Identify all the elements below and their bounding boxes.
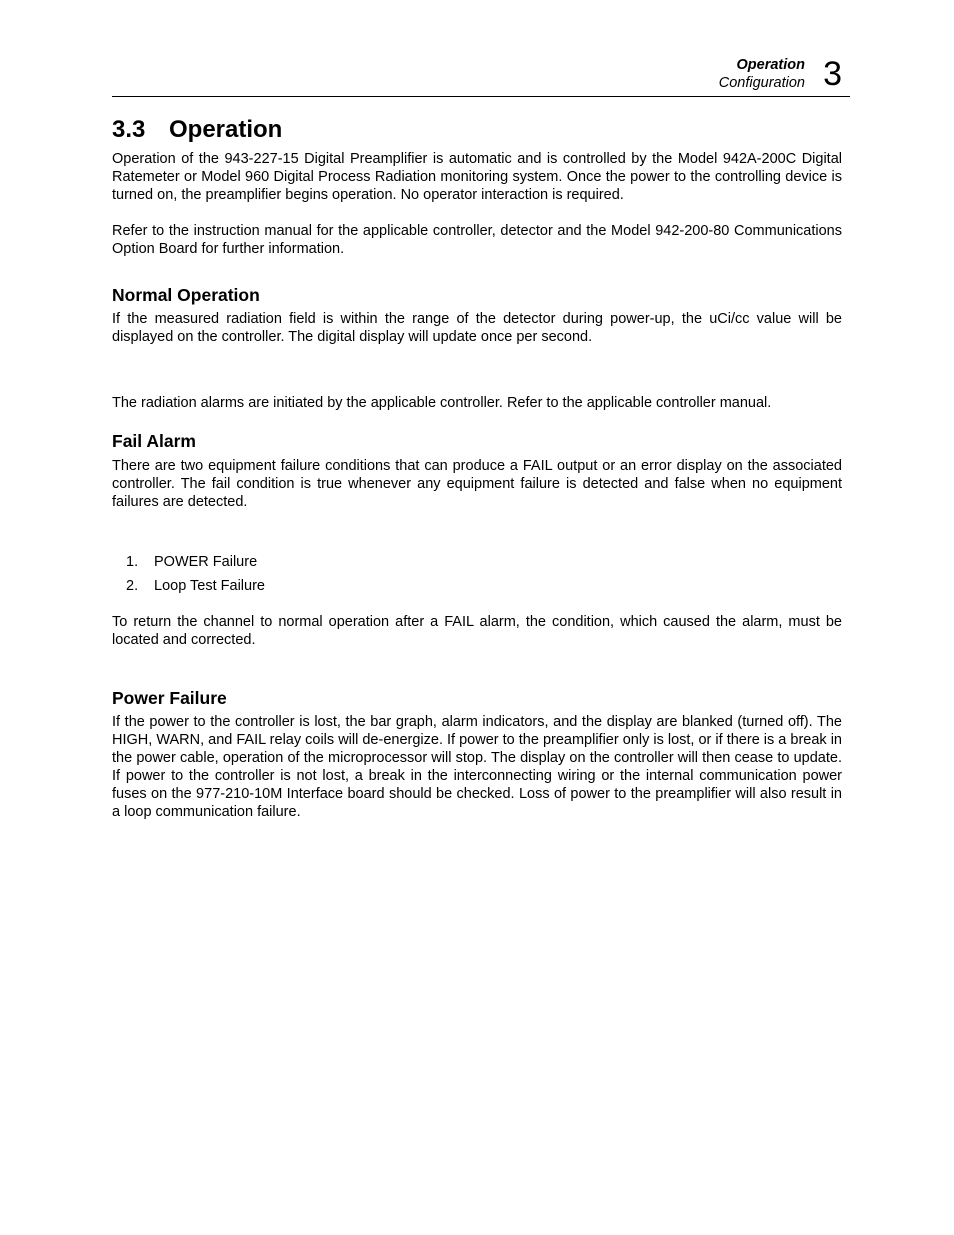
header-title: Operation xyxy=(736,57,805,73)
running-header xyxy=(112,56,850,97)
header-titles xyxy=(719,56,805,92)
paragraph: If the power to the controller is lost, the bar graph, alarm indicators, and the display are blanked (turned off). The HIGH, WARN, and FAIL relay coils will de-energize. If power to the preamplifier only is lost, or if there is a break in the power cable, operation of the microprocessor will stop. The display on the controller will then cease to update. If power to the controller is not lost, a break in the interconnecting wiring or the internal communication power fuses on the 977-210-10M Interface board should be checked. Loss of power to the preamplifier will also result in a loop communication failure. xyxy=(112,714,842,820)
paragraph: To return the channel to normal operation after a FAIL alarm, the condition, which caused the alarm, must be located and corrected. xyxy=(112,614,842,648)
page-content xyxy=(112,112,842,821)
failure-list xyxy=(112,553,842,601)
list-item xyxy=(112,577,842,601)
section-number: 3.3 xyxy=(112,116,146,143)
paragraph: Operation of the 943-227-15 Digital Preamplifier is automatic and is controlled by the Model 942A-200C Digital Ratemeter or Model 960 Digital Process Radiation monitoring system. Once the power to the controlling device is turned on, the preamplifier begins operation. No operator interaction is required. xyxy=(112,151,842,203)
section-heading xyxy=(112,112,842,150)
subheading-fail-alarm: Fail Alarm xyxy=(112,431,196,451)
paragraph: There are two equipment failure conditions that can produce a FAIL output or an error display on the associated controller. The fail condition is true whenever any equipment failure is detected and false when no equipment failures are detected. xyxy=(112,458,842,510)
list-text: Loop Test Failure xyxy=(154,578,265,594)
paragraph: Refer to the instruction manual for the applicable controller, detector and the Model 942-200-80 Communications Option Board for further information. xyxy=(112,223,842,257)
subheading-power-failure: Power Failure xyxy=(112,688,227,708)
header-subtitle: Configuration xyxy=(718,75,805,91)
subheading-normal-operation: Normal Operation xyxy=(112,285,260,305)
chapter-number: 3 xyxy=(823,55,842,93)
paragraph: The radiation alarms are initiated by the applicable controller. Refer to the applicable controller manual. xyxy=(112,395,772,411)
list-number: 1. xyxy=(126,554,139,570)
section-title: Operation xyxy=(169,116,283,143)
paragraph: If the measured radiation field is within the range of the detector during power-up, the uCi/cc value will be displayed on the controller. The digital display will update once per second. xyxy=(112,311,842,345)
list-text: POWER Failure xyxy=(154,554,258,570)
list-number: 2. xyxy=(126,578,139,594)
list-item xyxy=(112,553,842,577)
